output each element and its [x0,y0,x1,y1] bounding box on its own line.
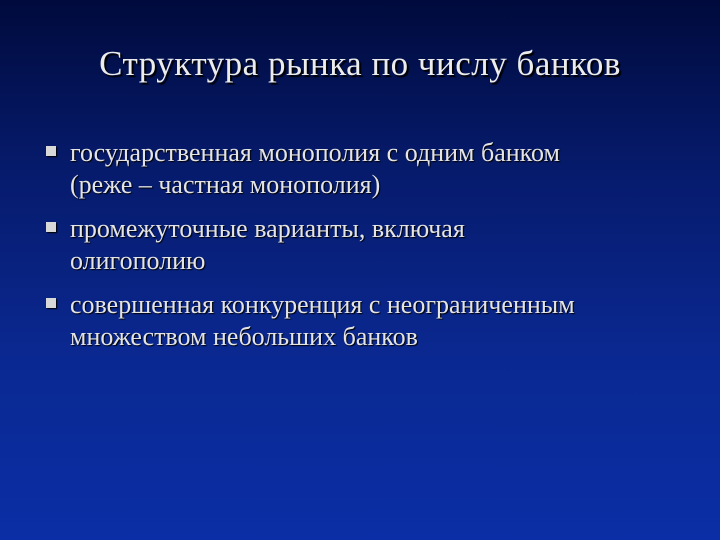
bullet-item [44,289,704,353]
bullet-text-line: совершенная конкуренция с неограниченным [70,290,575,319]
bullet-text-line: (реже – частная монополия) [70,170,381,199]
square-bullet-icon [46,298,56,308]
bullet-text-line: государственная монополия с одним банком [70,138,560,167]
slide-title: Структура рынка по числу банков [99,44,621,83]
square-bullet-icon [46,146,56,156]
bullet-list [44,137,704,365]
bullet-text-line: олигополию [70,246,206,275]
bullet-item [44,213,704,277]
square-bullet-icon [46,222,56,232]
bullet-text-line: промежуточные варианты, включая [70,214,465,243]
bullet-text-line: множеством небольших банков [70,322,418,351]
bullet-item [44,137,704,201]
